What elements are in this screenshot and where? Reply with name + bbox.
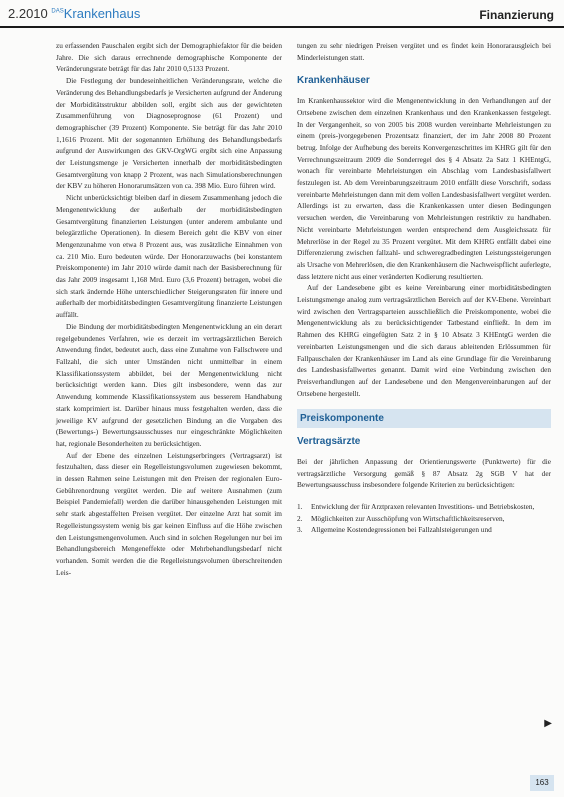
issue-brand [8,6,140,21]
left-column [56,40,282,578]
paragraph: Auf der Ebene des einzelnen Leistungserbringers (Vertragsarzt) ist festzuhalten, dass dieser ein Regelleistungsvolumen zugewiesen bekommt, in dessen Rahmen seine Leistungen mit den Preisen der regionalen Euro-Gebührenordnung vergütet werden. Die auf weitere Ausnahmen (zum Beispiel Pandemiefall) werden die darüber hinausgehenden Leistungen mit sehr stark abgestaffelten Preisen vergütet. Der einzelne Arzt hat somit im Regelleistungssystem wenig bis gar keinen Einfluss auf die Höhe zwischen den Leistungsmengenvolumen. Auch sind in solchen Regelungen nur bei im Behandlungsbereich Mengeneffekte oder Mehrbehandlungsbedarf nicht vorhanden. Somit werden die die Regelleistungsvolumen überschreitenden Leis- [56,450,282,577]
criteria-list [297,501,551,536]
paragraph: Bei der jährlichen Anpassung der Orientierungswerte (Punktwerte) für die vertragsärztliche Versorgung gemäß § 87 Absatz 2g SGB V hat der Bewertungsausschuss insbesondere folgende Kriterien zu berücksichtigen: [297,456,551,490]
list-item: 1. Entwicklung der für Arztpraxen relevanten Investitions- und Betriebskosten, [297,501,535,511]
heading-preiskomponente: Preiskomponente [297,409,551,428]
paragraph: Die Festlegung der bundeseinheitlichen Veränderungsrate, welche die Veränderung des Behandlungsbedarfs je Versicherten aufgrund der Änderung der Morbiditätsstruktur abbilden soll, ergibt sich aus der gewichteten Zusammenführung von Diagnoseprognose (61 Prozent) und demographischer (39 Prozent) Komponente. Sie beträgt für das Jahr 2010 1,1616 Prozent. Mit der sogenannten Erhöhung des Behandlungsbedarfs aufgrund der Auswirkungen des GKV-OrgWG ergibt sich eine Anpassung der Leistungsmenge je Versicherten innerhalb der morbiditätsbedingten Gesamtvergütung von knapp 2 Prozent, was nach Simulationsberechnungen der KBV zu höheren Honorarumsätzen von ca. 398 Mio. Euro führen wird. [56,76,282,191]
paragraph: Im Krankenhaussektor wird die Mengenentwicklung in den Verhandlungen auf der Ortsebene zwischen dem einzelnen Krankenhaus und den Krankenkassen festgelegt. In der Vergangenheit, so von 2005 bis 2008 wurden vereinbarte Mehrleistungen zu einem (preis-)vorgegebenen Prozentsatz finanziert, der im Jahr 2008 80 Prozent betrug. Infolge der Aufhebung des bereits Konvergenzschrittes im KHRG gilt für den Verrechnungszeitraum 2009 die Sonderregel des § 4 Absatz 2a Satz 1 KHEntgG, wonach für vereinbarte Mehrleistungen ein Abschlag vom Landesbasisfallwert festzulegen ist. Ab dem Vereinbarungszeitraum 2010 entfällt diese Vorschrift, sodass vereinbarte Mehrleistungen dann mit dem vollen Landesbasisfallwert vergütet werden. Allerdings ist zu erwarten, dass die Krankenkassen unter diesen Bedingungen versuchen werden, die Vereinbarung von Mehrleistungen restriktiv zu handhaben. Nicht vereinbarte Mehrleistungen werden entsprechend dem Ausgleichssatz für Mehrerlöse in der Regel zu 35 Prozent vergütet. Mit dem KHRG entfällt dabei eine Differenzierung zwischen fallzahl- und schweregradbedingten Leistungssteigerungen als Ursache von Mehrerlösen, die den Krankenhäusern die Nachweispflicht auferlegte, dass letztere nicht aus einer veränderten Kodierung resultierten. [297,96,551,281]
paragraph: zu erfassenden Pauschalen ergibt sich der Demographiefaktor für die beiden Jahre. Die sich daraus errechnende demographische Komponente der Veränderungsrate beträgt für das Jahr 2010 0,5133 Prozent. [56,41,282,74]
paragraph: Nicht unberücksichtigt bleiben darf in diesem Zusammenhang jedoch die Mengenentwicklung der außerhalb der morbiditätsbedingten Gesamtvergütung finanzierten Leistungen (unter anderem ambulante und belegärztliche Operationen). In diesem Bereich geht die KBV von einer Mengenzunahme von etwa 8 Prozent aus, was zusätzliche Einnahmen von ca. 210 Mio. Euro bedeuten würde. Der Honorarzuwachs (bei konstantem Preiskomponente) im Jahr 2010 würde damit nach der Basisberechnung für das Jahr 2009 insgesamt 1,168 Mrd. Euro (3,6 Prozent) betragen, wobei die sich stark ändernde Höhe unterschiedlicher Steigerungsraten für innere und außerhalb der morbiditätsbedingten Gesamtvergütung finanzierte Leistungen auffällt. [56,193,282,320]
paragraph: Die Bindung der morbiditätsbedingten Mengenentwicklung an ein derart regelgebundenes Verfahren, wie es derzeit im vertragsärztlichen Bereich Anwendung findet, bedeutet auch, dass eine Zunahme von Fallschwere und Fallzahl, die sich unter Umständen nicht unmittelbar in einem Klassifikationssystem abbildet, bei der Mengenentwicklung nicht berücksichtigt werden kann. Dies gilt insbesondere, wenn das zur Anwendung kommende Klassifikationssystem aus besserem Handhabung stark komprimiert ist. Darüber hinaus muss festgehalten werden, dass die jeweilige KV aufgrund der gesetzlichen Bindung an die Vorgaben des (Bewertungs-) Bewertungsausschusses nur eingeschränkte Möglichkeiten hat, regionale Besonderheiten zu berücksichtigen. [56,321,282,448]
list-item: 2. Möglichkeiten zur Ausschöpfung von Wirtschaftlichkeitsreserven, [297,513,505,523]
right-column [297,40,551,536]
header-rule [0,26,564,28]
list-item: 3. Allgemeine Kostendegressionen bei Fallzahlsteigerungen und [297,525,492,535]
brand-logo: $^{DAS}$Krankenhaus [51,6,141,21]
page-number: 163 [530,775,554,791]
section-title: Finanzierung [479,8,554,22]
issue-number: 2.2010 [8,6,48,21]
paragraph: Auf der Landesebene gibt es keine Vereinbarung einer morbiditätsbedingten Leistungsmenge analog zum vertragsärztlichen Bereich auf der KV-Ebene. Vereinbart wird zwischen den Vertragsparteien ausschließlich die Preiskomponente, wobei die Mengenentwicklung als zu berücksichtigender Tatbestand einfließt. In dem im Rahmen des KHRG eingefügten Satz 2 in § 10 Absatz 3 KHEntgG werden die vereinbarten Leistungsmengen und die sich daraus ableitenden Erlössummen für Fallpauschalen der Krankenhäuser im Land als eine Grundlage für die Vereinbarung des Landesbasisfallwertes genannt. Damit wird eine Verbindung zwischen den Preisverhandlungen auf der Landesebene und den Mengenvereinbarungen auf der Ortsebene hergestellt. [297,283,551,398]
heading-krankenhaeuser: Krankenhäuser [297,75,370,87]
continue-arrow-icon: ▶ [544,718,552,729]
heading-vertragsaerzte: Vertragsärzte [297,436,361,448]
paragraph: tungen zu sehr niedrigen Preisen vergütet und es findet kein Honorarausgleich bei Minderleistungen statt. [297,41,551,62]
